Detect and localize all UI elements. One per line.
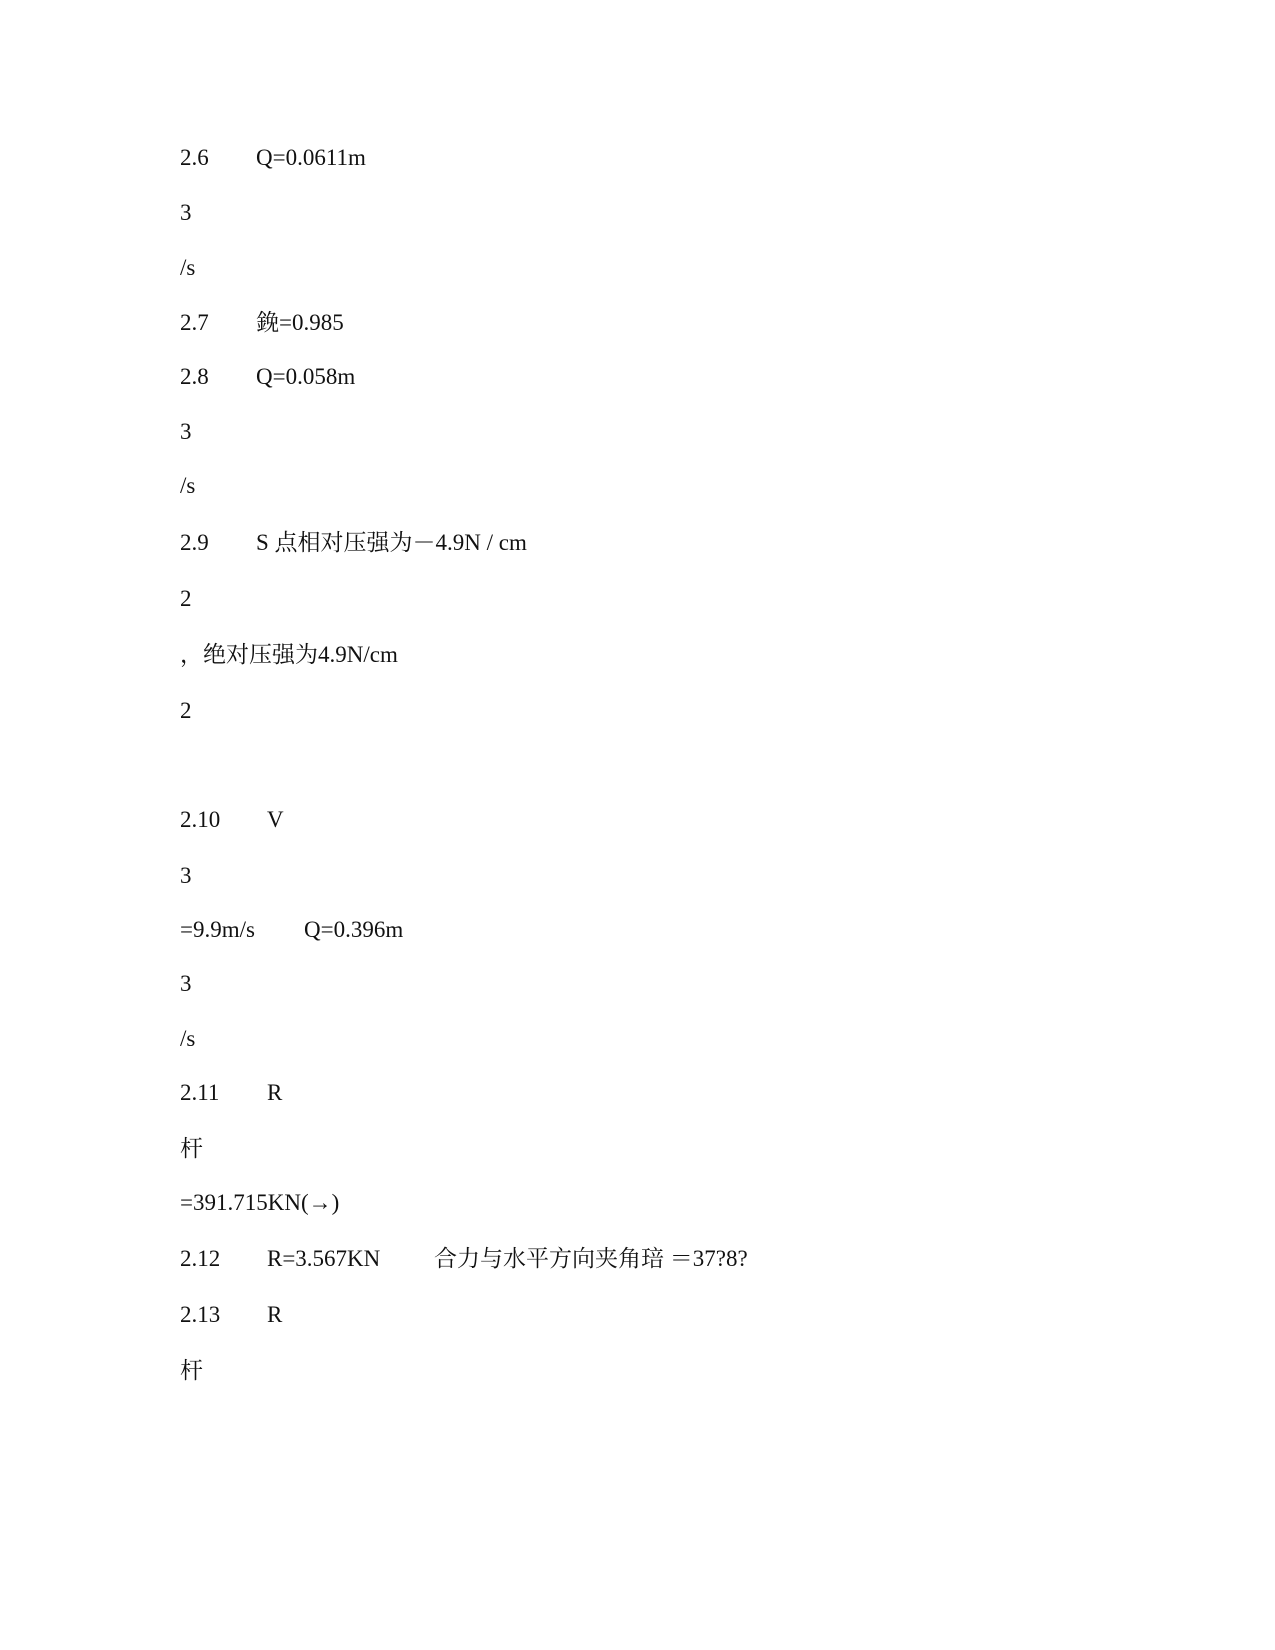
answer-text: R <box>267 1080 283 1105</box>
answer-text: ，绝对压强为4.9N/cm <box>180 642 398 667</box>
answer-text: =9.9m/s <box>180 917 255 942</box>
problem-number: 2.9 <box>180 530 209 555</box>
subscript-text: 3 <box>180 863 192 888</box>
answer-text: Q=0.058m <box>256 364 356 389</box>
subscript-text: 杆 <box>180 1136 203 1161</box>
problem-number: 2.13 <box>180 1302 221 1327</box>
problem-number: 2.12 <box>180 1246 221 1271</box>
answer-text: R <box>267 1302 283 1327</box>
subscript-text: 杆 <box>180 1358 203 1383</box>
answer-text: 鋔=0.985 <box>256 310 344 335</box>
answer-text: Q=0.0611m <box>256 145 366 170</box>
problem-number: 2.8 <box>180 364 209 389</box>
superscript-text: 3 <box>180 419 192 444</box>
problem-number: 2.6 <box>180 145 209 170</box>
superscript-text: 2 <box>180 586 192 611</box>
answer-text: S 点相对压强为－4.9N / cm <box>256 530 527 555</box>
unit-text: /s <box>180 473 196 498</box>
answer-text: R=3.567KN <box>267 1246 381 1271</box>
problem-number: 2.10 <box>180 807 221 832</box>
problem-number: 2.7 <box>180 310 209 335</box>
answer-text: Q=0.396m <box>304 917 404 942</box>
superscript-text: 3 <box>180 200 192 225</box>
answer-text: 合力与水平方向夹角琣 ＝37?8? <box>434 1246 748 1271</box>
answer-text: =391.715KN(→) <box>180 1190 340 1215</box>
unit-text: /s <box>180 255 196 280</box>
superscript-text: 3 <box>180 971 192 996</box>
unit-text: /s <box>180 1026 196 1051</box>
superscript-text: 2 <box>180 698 192 723</box>
problem-number: 2.11 <box>180 1080 220 1105</box>
answer-text: V <box>267 807 284 832</box>
